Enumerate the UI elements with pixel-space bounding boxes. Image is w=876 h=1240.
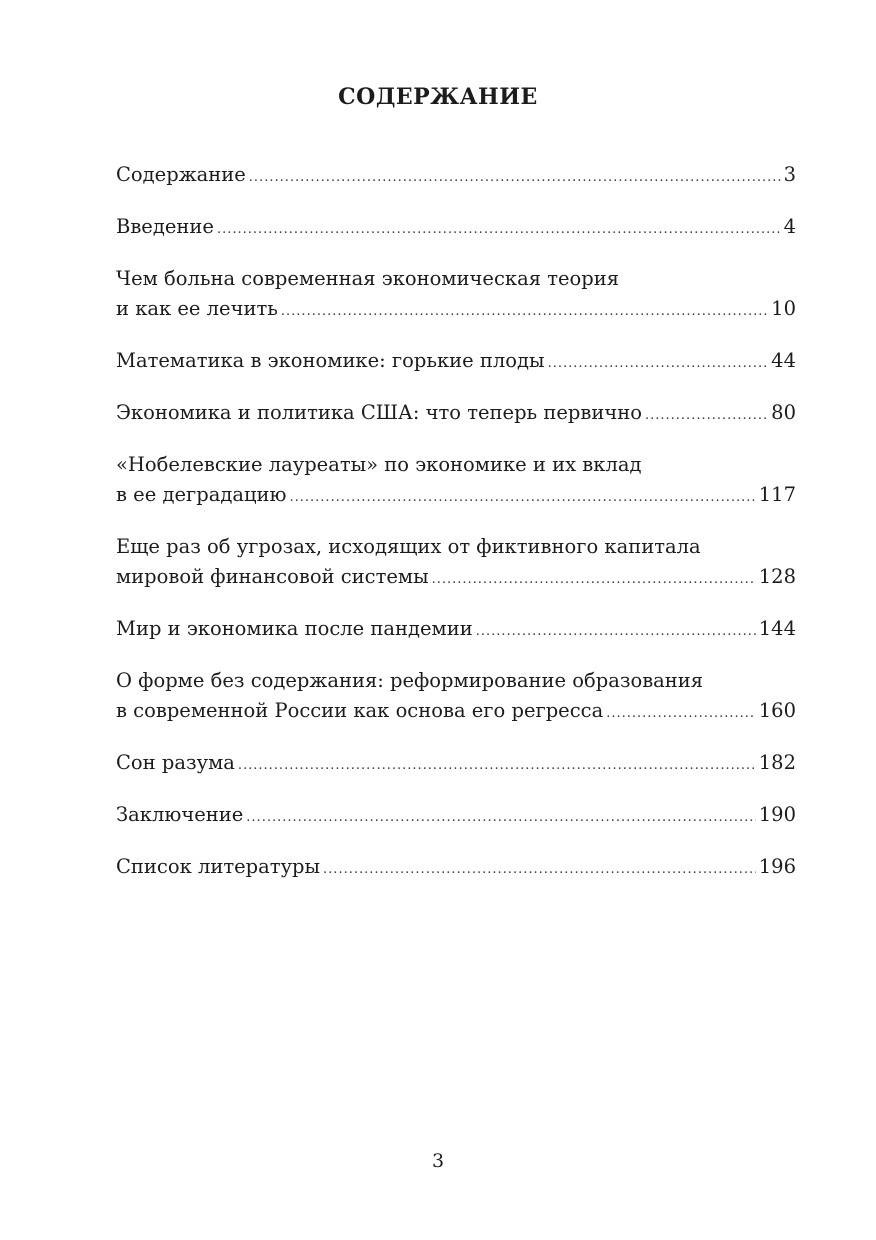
table-of-contents (116, 160, 796, 904)
page-title: СОДЕРЖАНИЕ (338, 84, 538, 110)
toc-entry-title: Заключение (116, 803, 244, 826)
toc-entry-line (116, 294, 796, 327)
toc-entry-line (116, 800, 796, 833)
toc-entry-title: и как ее лечить (116, 297, 278, 320)
toc-entry[interactable] (116, 450, 796, 513)
toc-entry-line (116, 696, 796, 729)
dot-leader (476, 617, 756, 647)
toc-page-number: 10 (771, 297, 796, 320)
toc-entry-title: в современной России как основа его регресса (116, 699, 604, 722)
toc-entry-line (116, 160, 796, 193)
toc-entry-title-line: О форме без содержания: реформирование образования (116, 669, 704, 692)
toc-entry[interactable] (116, 666, 796, 729)
dot-leader (217, 215, 781, 245)
toc-page-number: 196 (758, 855, 796, 878)
toc-page-number: 117 (758, 483, 796, 506)
toc-entry-title-line: Еще раз об угрозах, исходящих от фиктивного капитала (116, 535, 701, 558)
dot-leader (323, 855, 756, 885)
toc-entry-line (116, 398, 796, 431)
toc-entry-title: мировой финансовой системы (116, 565, 429, 588)
toc-entry[interactable] (116, 532, 796, 595)
toc-page-number: 3 (783, 163, 796, 186)
toc-entry-line (116, 346, 796, 379)
dot-leader (432, 565, 756, 595)
toc-entry[interactable] (116, 614, 796, 647)
dot-leader (249, 163, 781, 193)
toc-entry-title: Список литературы (116, 855, 321, 878)
toc-page-number: 44 (771, 349, 796, 372)
toc-entry-title-line: «Нобелевские лауреаты» по экономике и их вклад (116, 453, 642, 476)
toc-page-number: 128 (758, 565, 796, 588)
toc-entry-title: Математика в экономике: горькие плоды (116, 349, 545, 372)
dot-leader (548, 349, 769, 379)
toc-entry-line (116, 852, 796, 885)
toc-entry-line (116, 562, 796, 595)
toc-entry[interactable] (116, 748, 796, 781)
toc-entry-line (116, 212, 796, 245)
dot-leader (281, 297, 768, 327)
toc-entry-title: Содержание (116, 163, 246, 186)
dot-leader (289, 483, 755, 513)
toc-entry-title: Введение (116, 215, 214, 238)
toc-page-number: 182 (758, 751, 796, 774)
toc-page-number: 160 (758, 699, 796, 722)
dot-leader (645, 401, 768, 431)
toc-entry-title: Экономика и политика США: что теперь первично (116, 401, 642, 424)
toc-entry-title: Мир и экономика после пандемии (116, 617, 473, 640)
toc-page-number: 80 (771, 401, 796, 424)
toc-entry-line (116, 748, 796, 781)
toc-entry-title: в ее деградацию (116, 483, 287, 506)
toc-entry-line (116, 614, 796, 647)
page-number: 3 (431, 1150, 445, 1172)
dot-leader (238, 751, 756, 781)
toc-entry[interactable] (116, 398, 796, 431)
toc-entry-title: Сон разума (116, 751, 235, 774)
toc-entry-title-line: Чем больна современная экономическая теория (116, 267, 620, 290)
toc-entry-line (116, 480, 796, 513)
toc-entry[interactable] (116, 160, 796, 193)
toc-entry[interactable] (116, 212, 796, 245)
toc-entry[interactable] (116, 264, 796, 327)
toc-page-number: 144 (758, 617, 796, 640)
toc-entry[interactable] (116, 852, 796, 885)
dot-leader (246, 803, 755, 833)
toc-entry[interactable] (116, 800, 796, 833)
toc-page-number: 190 (758, 803, 796, 826)
dot-leader (606, 699, 756, 729)
toc-page-number: 4 (783, 215, 796, 238)
toc-entry[interactable] (116, 346, 796, 379)
